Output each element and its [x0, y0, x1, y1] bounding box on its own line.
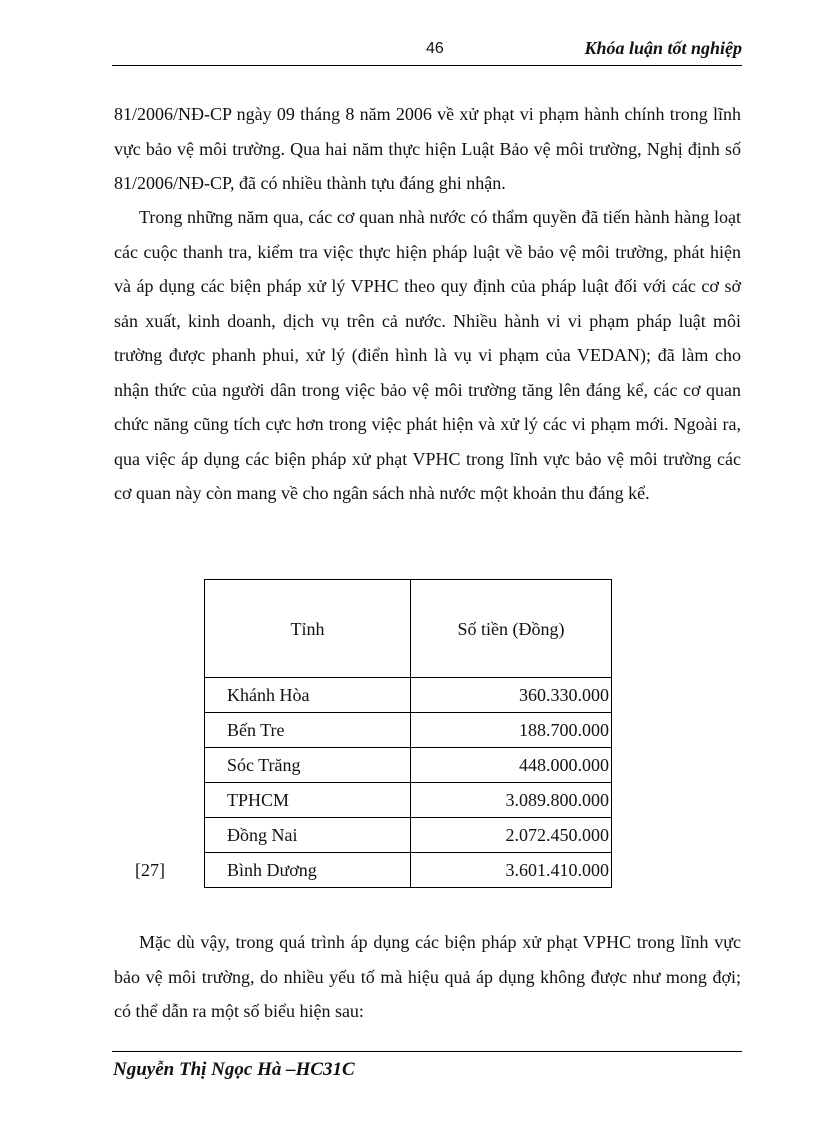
paragraph-3: Mặc dù vậy, trong quá trình áp dụng các biện pháp xử phạt VPHC trong lĩnh vực bảo vệ môi trường, do nhiều yếu tố mà hiệu quả áp dụng không được như mong đợi; có thể dẫn ra một số biểu hiện sau: — [114, 932, 741, 1021]
province-cell: Sóc Trăng — [205, 748, 411, 783]
page-number: 46 — [426, 40, 444, 57]
amount-cell: 3.601.410.000 — [411, 853, 612, 888]
amount-cell: 3.089.800.000 — [411, 783, 612, 818]
paragraph-2: Trong những năm qua, các cơ quan nhà nước có thẩm quyền đã tiến hành hàng loạt các cuộc thanh tra, kiểm tra việc thực hiện pháp luật về bảo vệ môi trường, phát hiện và áp dụng các biện pháp xử lý VPHC theo quy định của pháp luật đối với các cơ sở sản xuất, kinh doanh, dịch vụ trên cả nước. Nhiều hành vi vi phạm pháp luật môi trường được phanh phui, xử lý (điển hình là vụ vi phạm của VEDAN); đã làm cho nhận thức của người dân trong việc bảo vệ môi trường tăng lên đáng kể, các cơ quan chức năng cũng tích cực hơn trong việc phát hiện và xử lý các vi phạm mới. Ngoài ra, qua việc áp dụng các biện pháp xử phạt VPHC trong lĩnh vực bảo vệ môi trường các cơ quan này còn mang về cho ngân sách nhà nước một khoản thu đáng kể. — [114, 207, 741, 503]
table-row — [205, 678, 612, 713]
province-cell: Khánh Hòa — [205, 678, 411, 713]
table-row — [205, 748, 612, 783]
fines-table — [204, 579, 612, 888]
province-cell: TPHCM — [205, 783, 411, 818]
table-header-row — [205, 580, 612, 678]
reference-citation: [27] — [135, 860, 165, 880]
table-row — [205, 853, 612, 888]
paragraph-1: 81/2006/NĐ-CP ngày 09 tháng 8 năm 2006 về xử phạt vi phạm hành chính trong lĩnh vực bảo vệ môi trường. Qua hai năm thực hiện Luật Bảo vệ môi trường, Nghị định số 81/2006/NĐ-CP, đã có nhiều thành tựu đáng ghi nhận. — [114, 104, 741, 193]
amount-cell: 360.330.000 — [411, 678, 612, 713]
column-header-amount: Số tiền (Đồng) — [411, 580, 612, 678]
table-row — [205, 783, 612, 818]
table-row — [205, 818, 612, 853]
column-header-province: Tỉnh — [205, 580, 411, 678]
amount-cell: 2.072.450.000 — [411, 818, 612, 853]
amount-cell: 188.700.000 — [411, 713, 612, 748]
header-title: Khóa luận tốt nghiệp — [584, 38, 742, 58]
amount-cell: 448.000.000 — [411, 748, 612, 783]
footer-author: Nguyễn Thị Ngọc Hà –HC31C — [113, 1059, 355, 1080]
province-cell: Đồng Nai — [205, 818, 411, 853]
page-header — [112, 38, 742, 66]
footer-rule — [112, 1051, 742, 1052]
header-rule — [112, 65, 742, 66]
province-cell: Bến Tre — [205, 713, 411, 748]
table-row — [205, 713, 612, 748]
province-cell: Bình Dương — [205, 853, 411, 888]
